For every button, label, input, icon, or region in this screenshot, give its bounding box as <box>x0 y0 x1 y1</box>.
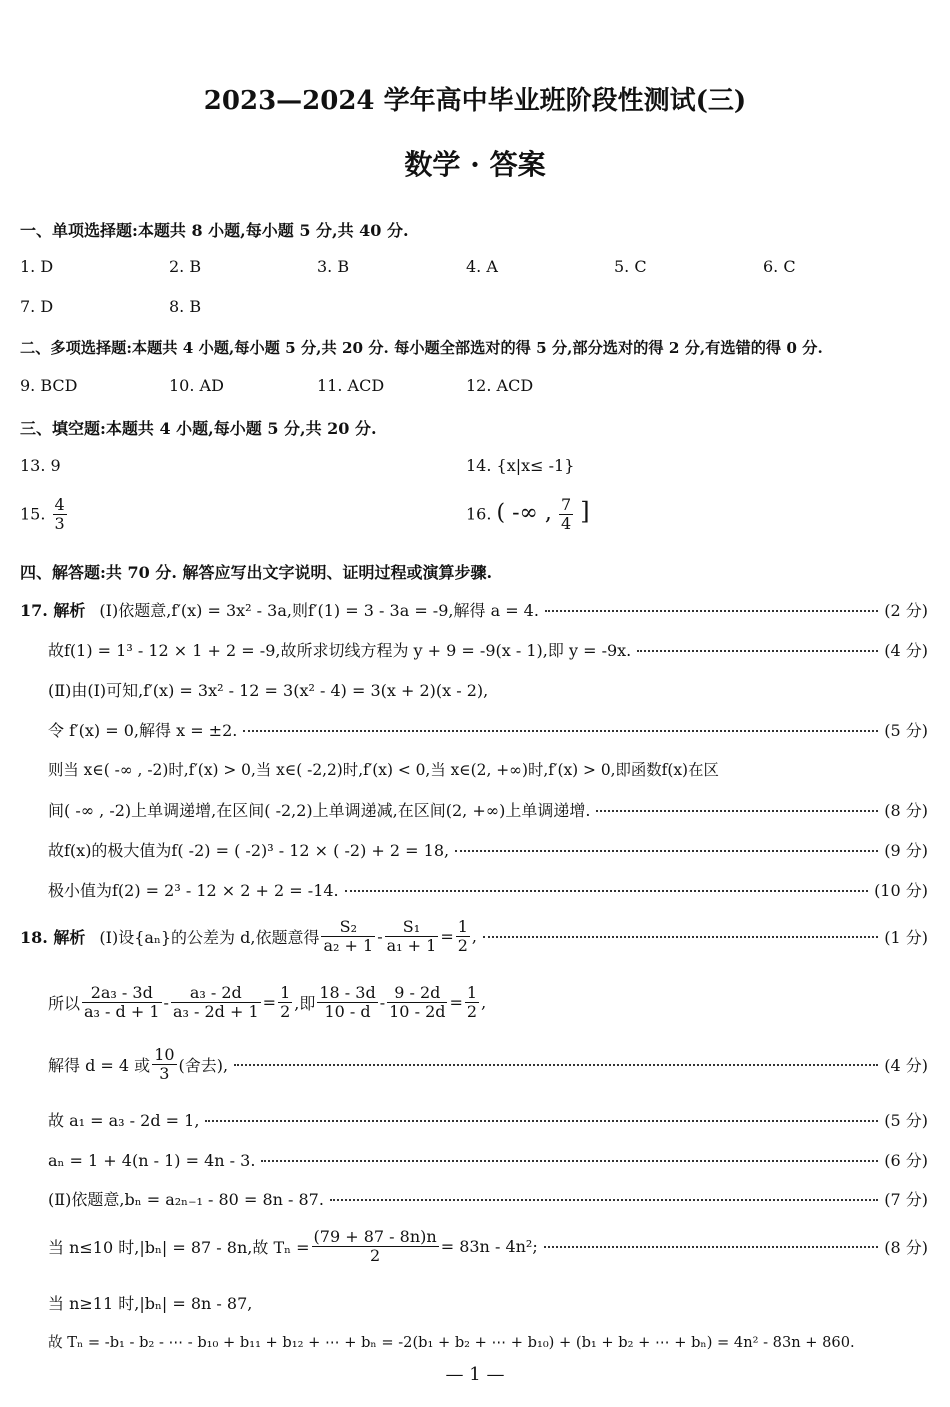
dot-leader <box>234 1064 878 1066</box>
q17-text: 极小值为f(2) = 2³ - 12 × 2 + 2 = -14. <box>48 881 339 900</box>
dot-leader <box>483 936 878 938</box>
punct: , <box>481 993 487 1013</box>
q17-line-4 <box>48 718 928 741</box>
q17-text: 故f(1) = 1³ - 12 × 1 + 2 = -9,故所求切线方程为 y + 9 = -9(x - 1),即 y = -9x. <box>48 641 632 660</box>
answer-16-label: 16. <box>466 504 492 524</box>
section1-heading: 一、单项选择题:本题共 8 小题,每小题 5 分,共 40 分. <box>20 221 409 240</box>
q17-line-8 <box>48 878 928 901</box>
score: (8 分) <box>884 1238 928 1258</box>
score: (7 分) <box>884 1190 928 1209</box>
score: (5 分) <box>884 721 928 740</box>
fraction-denominator: 2 <box>457 936 468 956</box>
q18-text: (舍去), <box>178 1056 229 1076</box>
fraction-numerator: 2a₃ - 3d <box>82 984 162 1003</box>
q17-line-5 <box>48 758 928 780</box>
section3-heading: 三、填空题:本题共 4 小题,每小题 5 分,共 20 分. <box>20 419 377 438</box>
fraction-numerator: 7 <box>560 495 572 514</box>
dot-leader <box>637 650 878 652</box>
q17-line-7 <box>48 838 928 861</box>
q17-text: 令 f′(x) = 0,解得 x = ±2. <box>48 721 238 740</box>
fraction-denominator: 3 <box>159 1064 170 1084</box>
fraction-numerator: 1 <box>457 917 468 936</box>
fraction <box>387 984 447 1022</box>
q18-label: 18. 解析 <box>20 928 86 948</box>
answer-2: 2. B <box>169 257 202 276</box>
answer-14: 14. {x|x≤ -1} <box>466 456 575 475</box>
interval-left: ( -∞ , <box>496 500 552 526</box>
page-subtitle: 数学 · 答案 <box>404 148 546 181</box>
fraction-numerator: S₁ <box>385 918 439 937</box>
answer-11: 11. ACD <box>317 376 385 395</box>
fraction-denominator: 2 <box>370 1246 381 1266</box>
q17-text: 间( -∞ , -2)上单调递增,在区间( -2,2)上单调递减,在区间(2, +∞)上单调递增. <box>48 801 591 820</box>
q17-line-2 <box>48 638 928 661</box>
fraction-denominator: a₁ + 1 <box>386 936 437 956</box>
q18-text: 解得 d = 4 或 <box>48 1056 151 1076</box>
fraction-numerator: S₂ <box>321 918 375 937</box>
dot-leader <box>455 850 878 852</box>
fraction-denominator: 3 <box>54 514 65 534</box>
answer-6: 6. C <box>763 257 796 276</box>
fraction <box>312 1228 439 1266</box>
q17-text: 故f(x)的极大值为f( -2) = ( -2)³ - 12 × ( -2) + 2 = 18, <box>48 841 450 860</box>
q18-text: = 83n - 4n²; <box>440 1237 538 1257</box>
operator: - <box>377 927 383 947</box>
fraction <box>171 984 261 1022</box>
score: (4 分) <box>884 1056 928 1076</box>
fraction-denominator: a₂ + 1 <box>323 936 374 956</box>
answer-1: 1. D <box>20 257 54 276</box>
section2-heading: 二、多项选择题:本题共 4 小题,每小题 5 分,共 20 分. 每小题全部选对的得 5 分,部分选对的得 2 分,有选错的得 0 分. <box>20 339 823 357</box>
operator: - <box>379 993 386 1013</box>
answer-13: 13. 9 <box>20 456 61 475</box>
fraction-numerator: 1 <box>280 983 291 1002</box>
q18-text: 当 n≥11 时,|bₙ| = 8n - 87, <box>48 1294 253 1313</box>
q18-line-1 <box>20 918 928 956</box>
dot-leader <box>261 1160 878 1162</box>
operator: = <box>449 993 463 1013</box>
operator: - <box>163 993 169 1013</box>
q17-text: (Ⅱ)由(Ⅰ)可知,f′(x) = 3x² - 12 = 3(x² - 4) = 3(x + 2)(x - 2), <box>48 681 489 700</box>
q18-text: (Ⅰ)设{aₙ}的公差为 d,依题意得 <box>99 928 320 948</box>
fraction <box>456 918 470 956</box>
answer-7: 7. D <box>20 297 54 316</box>
dot-leader <box>205 1120 878 1122</box>
answer-12: 12. ACD <box>466 376 534 395</box>
q18-line-8 <box>48 1291 928 1314</box>
q18-text: 所以 <box>48 994 81 1014</box>
score: (8 分) <box>884 801 928 820</box>
fraction <box>278 984 292 1022</box>
fraction-denominator: 4 <box>560 514 572 534</box>
q18-text: 故 a₁ = a₃ - 2d = 1, <box>48 1111 200 1130</box>
score: (2 分) <box>884 601 928 620</box>
q18-line-3 <box>48 1046 928 1084</box>
answer-16 <box>466 496 590 534</box>
answer-10: 10. AD <box>169 376 224 395</box>
answer-3: 3. B <box>317 257 350 276</box>
fraction-denominator: 2 <box>466 1002 478 1022</box>
fraction <box>385 918 439 956</box>
punct: , <box>471 927 477 947</box>
fraction-denominator: 10 - d <box>324 1002 371 1022</box>
operator: = <box>440 927 454 947</box>
q18-text: ,即 <box>294 994 316 1014</box>
q18-text: aₙ = 1 + 4(n - 1) = 4n - 3. <box>48 1151 256 1170</box>
dot-leader <box>330 1199 878 1201</box>
fraction-numerator: 18 - 3d <box>319 983 376 1002</box>
dot-leader <box>345 890 868 892</box>
q18-line-4 <box>48 1108 928 1131</box>
operator: = <box>262 993 277 1013</box>
q18-text: (Ⅱ)依题意,bₙ = a₂ₙ₋₁ - 80 = 8n - 87. <box>48 1190 324 1209</box>
answer-15-fraction <box>53 496 67 534</box>
answer-5: 5. C <box>614 257 647 276</box>
fraction <box>152 1046 176 1084</box>
section4-heading: 四、解答题:共 70 分. 解答应写出文字说明、证明过程或演算步骤. <box>20 563 493 582</box>
dot-leader <box>545 610 878 612</box>
score: (10 分) <box>874 881 928 900</box>
fraction-numerator: 4 <box>54 495 65 514</box>
q17-text: (Ⅰ)依题意,f′(x) = 3x² - 3a,则f′(1) = 3 - 3a = -9,解得 a = 4. <box>99 601 539 620</box>
q18-line-2 <box>48 984 928 1022</box>
answer-8: 8. B <box>169 297 202 316</box>
answer-9: 9. BCD <box>20 376 78 395</box>
q17-line-1 <box>20 598 928 621</box>
fraction <box>321 918 375 956</box>
fraction-numerator: (79 + 87 - 8n)n <box>313 1227 437 1246</box>
fraction-denominator: 2 <box>280 1002 291 1022</box>
fraction-numerator: 9 - 2d <box>387 984 447 1003</box>
dot-leader <box>544 1246 879 1248</box>
q17-label: 17. 解析 <box>20 601 86 620</box>
score: (1 分) <box>884 928 928 948</box>
q18-line-6 <box>48 1187 928 1210</box>
q18-text: 故 Tₙ = -b₁ - b₂ - ⋯ - b₁₀ + b₁₁ + b₁₂ + ⋯ + bₙ = -2(b₁ + b₂ + ⋯ + b₁₀) + (b₁ + b₂ + ⋯ + bₙ) = 4n² - 83n + 860. <box>48 1334 855 1351</box>
dot-leader <box>596 810 878 812</box>
answer-15-label: 15. <box>20 504 46 524</box>
score: (9 分) <box>884 841 928 860</box>
q18-line-9 <box>48 1331 928 1352</box>
fraction-denominator: 10 - 2d <box>389 1002 446 1022</box>
q18-line-7 <box>48 1228 928 1266</box>
fraction <box>317 984 377 1022</box>
q17-line-3 <box>48 678 928 701</box>
fraction-numerator: 10 <box>154 1045 175 1064</box>
dot-leader <box>243 730 878 732</box>
score: (4 分) <box>884 641 928 660</box>
score: (6 分) <box>884 1151 928 1170</box>
fraction-denominator: a₃ - 2d + 1 <box>172 1002 259 1022</box>
page-title: 2023—2024 学年高中毕业班阶段性测试(三) <box>203 86 747 116</box>
score: (5 分) <box>884 1111 928 1130</box>
page-number: — 1 — <box>445 1364 505 1385</box>
fraction-numerator: 1 <box>466 983 478 1002</box>
answer-4: 4. A <box>466 257 498 276</box>
q17-line-6 <box>48 798 928 821</box>
q18-line-5 <box>48 1148 928 1171</box>
interval-right: ] <box>580 497 590 526</box>
fraction-numerator: a₃ - 2d <box>171 984 261 1003</box>
answer-16-fraction <box>559 496 573 534</box>
fraction <box>465 984 479 1022</box>
fraction <box>82 984 162 1022</box>
fraction-denominator: a₃ - d + 1 <box>84 1002 160 1022</box>
q18-text: 当 n≤10 时,|bₙ| = 87 - 8n,故 Tₙ = <box>48 1238 310 1258</box>
q17-text: 则当 x∈( -∞ , -2)时,f′(x) > 0,当 x∈( -2,2)时,f′(x) < 0,当 x∈(2, +∞)时,f′(x) > 0,即函数f(x)在区 <box>48 761 719 779</box>
answer-15 <box>20 496 69 534</box>
